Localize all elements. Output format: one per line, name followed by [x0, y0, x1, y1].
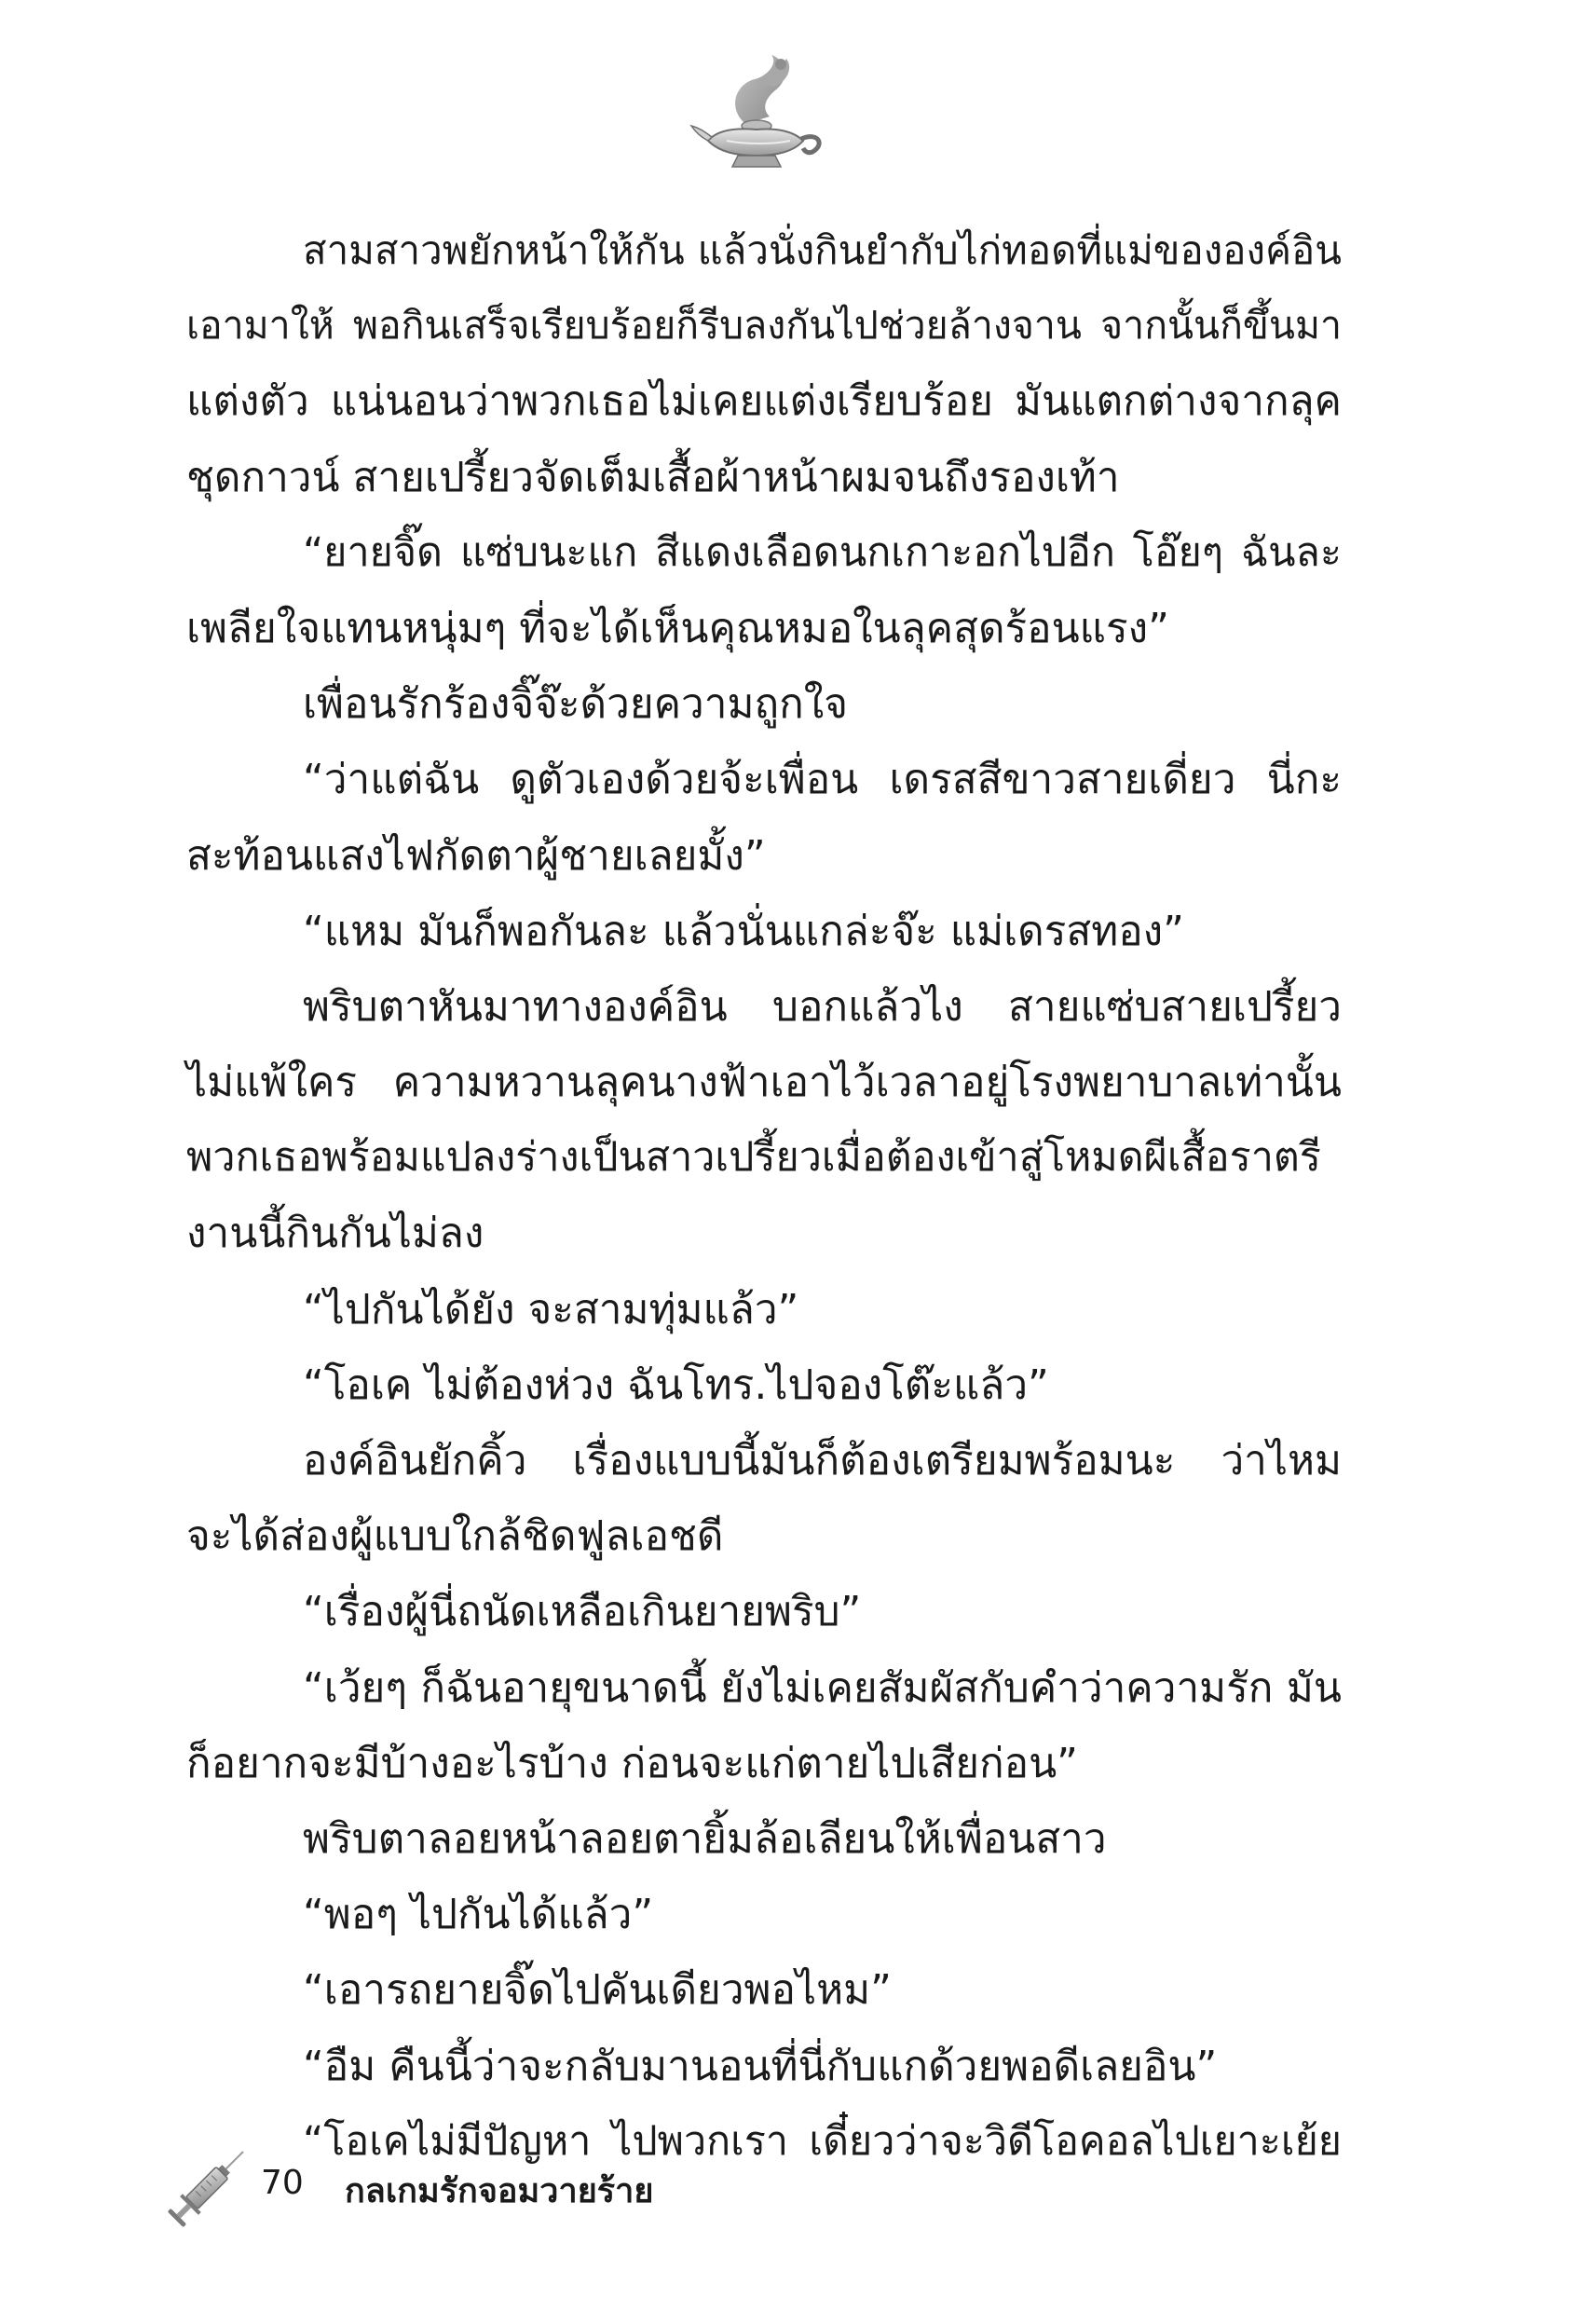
page-number: 70: [261, 2164, 304, 2202]
text-line: สะท้อนแสงไฟกัดตาผู้ชายเลยมั้ง”: [186, 831, 766, 880]
text-line: “อืม คืนนี้ว่าจะกลับมานอนที่นี่กับแกด้วยพอดีเลยอิน”: [303, 2042, 1218, 2090]
text-line: “ยายจิ๊ด แซ่บนะแก สีแดงเลือดนกเกาะอกไปอีก โอ๊ยๆ ฉันละ: [303, 528, 1342, 576]
text-line: องค์อินยักคิ้ว เรื่องแบบนี้มันก็ต้องเตรียมพร้อมนะ ว่าไหม: [303, 1437, 1342, 1484]
text-line: “เอารถยายจิ๊ดไปคันเดียวพอไหม”: [303, 1966, 892, 2015]
text-line: ก็อยากจะมีบ้างอะไรบ้าง ก่อนจะแก่ตายไปเสียก่อน”: [186, 1739, 1078, 1787]
text-line: แต่งตัว แน่นอนว่าพวกเธอไม่เคยแต่งเรียบร้อย มันแตกต่างจากลุค: [186, 377, 1342, 426]
text-line: “โอเค ไม่ต้องห่วง ฉันโทร.ไปจองโต๊ะแล้ว”: [303, 1361, 1049, 1409]
text-line: สามสาวพยักหน้าให้กัน แล้วนั่งกินยำกับไก่ทอดที่แม่ขององค์อิน: [303, 227, 1342, 273]
text-line: ไม่แพ้ใคร ความหวานลุคนางฟ้าเอาไว้เวลาอยู่โรงพยาบาลเท่านั้น: [186, 1059, 1342, 1107]
syringe-icon: [158, 2143, 252, 2236]
body-text: [186, 212, 1342, 2180]
page-footer: [158, 2143, 717, 2236]
text-line: “เรื่องผู้นี่ถนัดเหลือเกินยายพริบ”: [303, 1588, 862, 1636]
text-line: “โอเคไม่มีปัญหา ไปพวกเรา เดี๋ยวว่าจะวิดีโอคอลไปเยาะเย้ย: [303, 2117, 1342, 2165]
text-line: จะได้ส่องผู้แบบใกล้ชิดฟูลเอชดี: [186, 1512, 724, 1561]
text-line: “เว้ยๆ ก็ฉันอายุขนาดนี้ ยังไม่เคยสัมผัสกับคำว่าความรัก มัน: [303, 1663, 1342, 1712]
text-line: พริบตาลอยหน้าลอยตายิ้มล้อเลียนให้เพื่อนสาว: [303, 1814, 1107, 1863]
text-line: พวกเธอพร้อมแปลงร่างเป็นสาวเปรี้ยวเมื่อต้องเข้าสู่โหมดผีเสื้อราตรี: [186, 1134, 1321, 1182]
text-line: งานนี้กินกันไม่ลง: [186, 1210, 484, 1258]
text-line: “แหม มันก็พอกันละ แล้วนั่นแกล่ะจ๊ะ แม่เดรสทอง”: [303, 907, 1184, 955]
text-line: พริบตาหันมาทางองค์อิน บอกแล้วไง สายแซ่บสายเปรี้ยว: [303, 982, 1342, 1031]
text-line: เพื่อนรักร้องจิ๊จ๊ะด้วยความถูกใจ: [303, 680, 849, 729]
text-line: เอามาให้ พอกินเสร็จเรียบร้อยก็รีบลงกันไปช่วยล้างจาน จากนั้นก็ขึ้นมา: [186, 303, 1342, 349]
text-line: “ไปกันได้ยัง จะสามทุ่มแล้ว”: [303, 1285, 799, 1333]
text-line: เพลียใจแทนหนุ่มๆ ที่จะได้เห็นคุณหมอในลุคสุดร้อนแรง”: [186, 604, 1169, 652]
text-line: ชุดกาวน์ สายเปรี้ยวจัดเต็มเสื้อผ้าหน้าผมจนถึงรองเท้า: [186, 453, 1120, 501]
genie-lamp-icon: [689, 51, 829, 172]
text-line: “ว่าแต่ฉัน ดูตัวเองด้วยจ้ะเพื่อน เดรสสีขาวสายเดี่ยว นี่กะ: [303, 756, 1342, 804]
book-title: กลเกมรักจอมวายร้าย: [345, 2172, 654, 2210]
text-line: “พอๆ ไปกันได้แล้ว”: [303, 1891, 654, 1939]
